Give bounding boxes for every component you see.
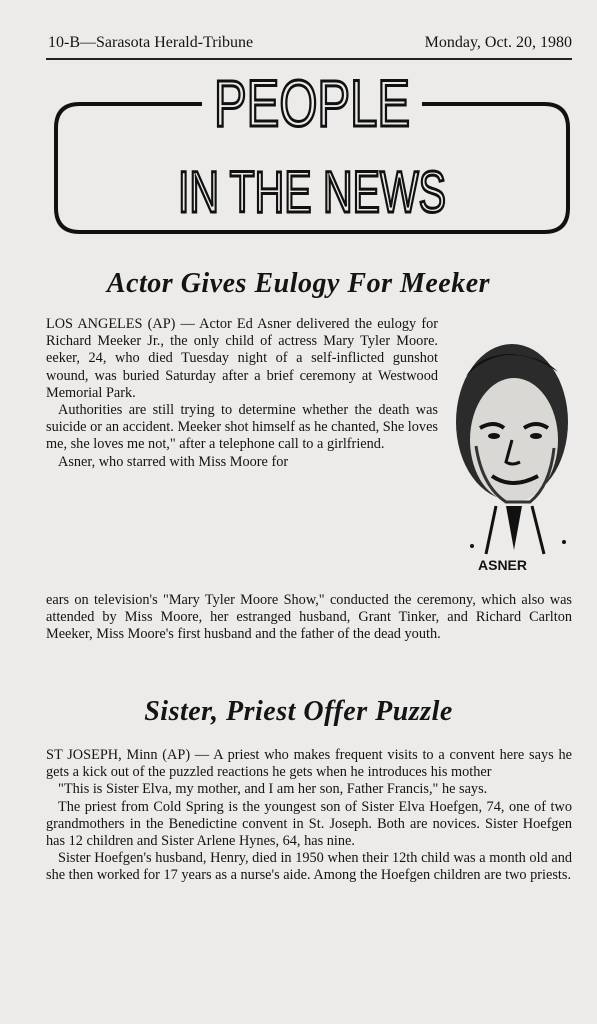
people-in-the-news-logo bbox=[52, 72, 572, 234]
story2-paragraph-2: "This is Sister Elva, my mother, and I am her son, Father Francis," he says. bbox=[58, 781, 488, 798]
header-rule bbox=[46, 58, 572, 60]
story2-headline: Sister, Priest Offer Puzzle bbox=[144, 696, 453, 727]
story1-headline: Actor Gives Eulogy For Meeker bbox=[106, 268, 491, 299]
asner-photo bbox=[446, 336, 574, 560]
logo-graphic bbox=[52, 72, 572, 234]
logo-line-people: PEOPLE bbox=[214, 72, 410, 140]
page-number-publication: 10-B—Sarasota Herald-Tribune bbox=[48, 34, 254, 51]
story1-paragraph-3-start: Asner, who starred with Miss Moore for bbox=[58, 453, 289, 470]
logo-line-in-the-news: IN THE NEWS bbox=[178, 160, 446, 225]
story1-paragraph-1: LOS ANGELES (AP) — Actor Ed Asner delivered the eulogy for Richard Meeker Jr., the only child of actress Mary Tyler Moore. eeker, 24, who died Tuesday night of a self-inflicted gunshot wound, was buried Saturday after a brief ceremony at Westwood Memorial Park. bbox=[46, 316, 438, 401]
page-header bbox=[48, 34, 572, 52]
issue-date: Monday, Oct. 20, 1980 bbox=[424, 34, 572, 51]
story2-body bbox=[46, 747, 572, 885]
story2-paragraph-1: ST JOSEPH, Minn (AP) — A priest who makes frequent visits to a convent here says he gets a kick out of the puzzled reactions he gets when he introduces his mother bbox=[46, 747, 572, 781]
story2-paragraph-4: Sister Hoefgen's husband, Henry, died in 1950 when their 12th child was a month old and she then worked for 17 years as a nurse's aide. Among the Hoefgen children are two priests. bbox=[46, 850, 572, 884]
story1-body-lower bbox=[46, 592, 572, 644]
story1-paragraph-3-end: ears on television's "Mary Tyler Moore Show," conducted the ceremony, which also was attended by Miss Moore, her estranged husband, Grant Tinker, and Richard Carlton Meeker, Miss Moore's first husband and the father of the dead youth. bbox=[46, 592, 572, 643]
story2-paragraph-3: The priest from Cold Spring is the youngest son of Sister Elva Hoefgen, 74, one of two grandmothers in the Benedictine convent in St. Joseph. Both are novices. Sister Hoefgen has 12 children and Sister Arlene Hynes, 64, has nine. bbox=[46, 798, 572, 850]
story1-paragraph-2: Authorities are still trying to determine whether the death was suicide or an accident. Meeker shot himself as he chanted, She loves me, she loves me not," after a telephone call to a girlfriend. bbox=[46, 402, 438, 453]
story1-body-upper bbox=[46, 316, 438, 471]
photo-caption: ASNER bbox=[478, 557, 528, 573]
